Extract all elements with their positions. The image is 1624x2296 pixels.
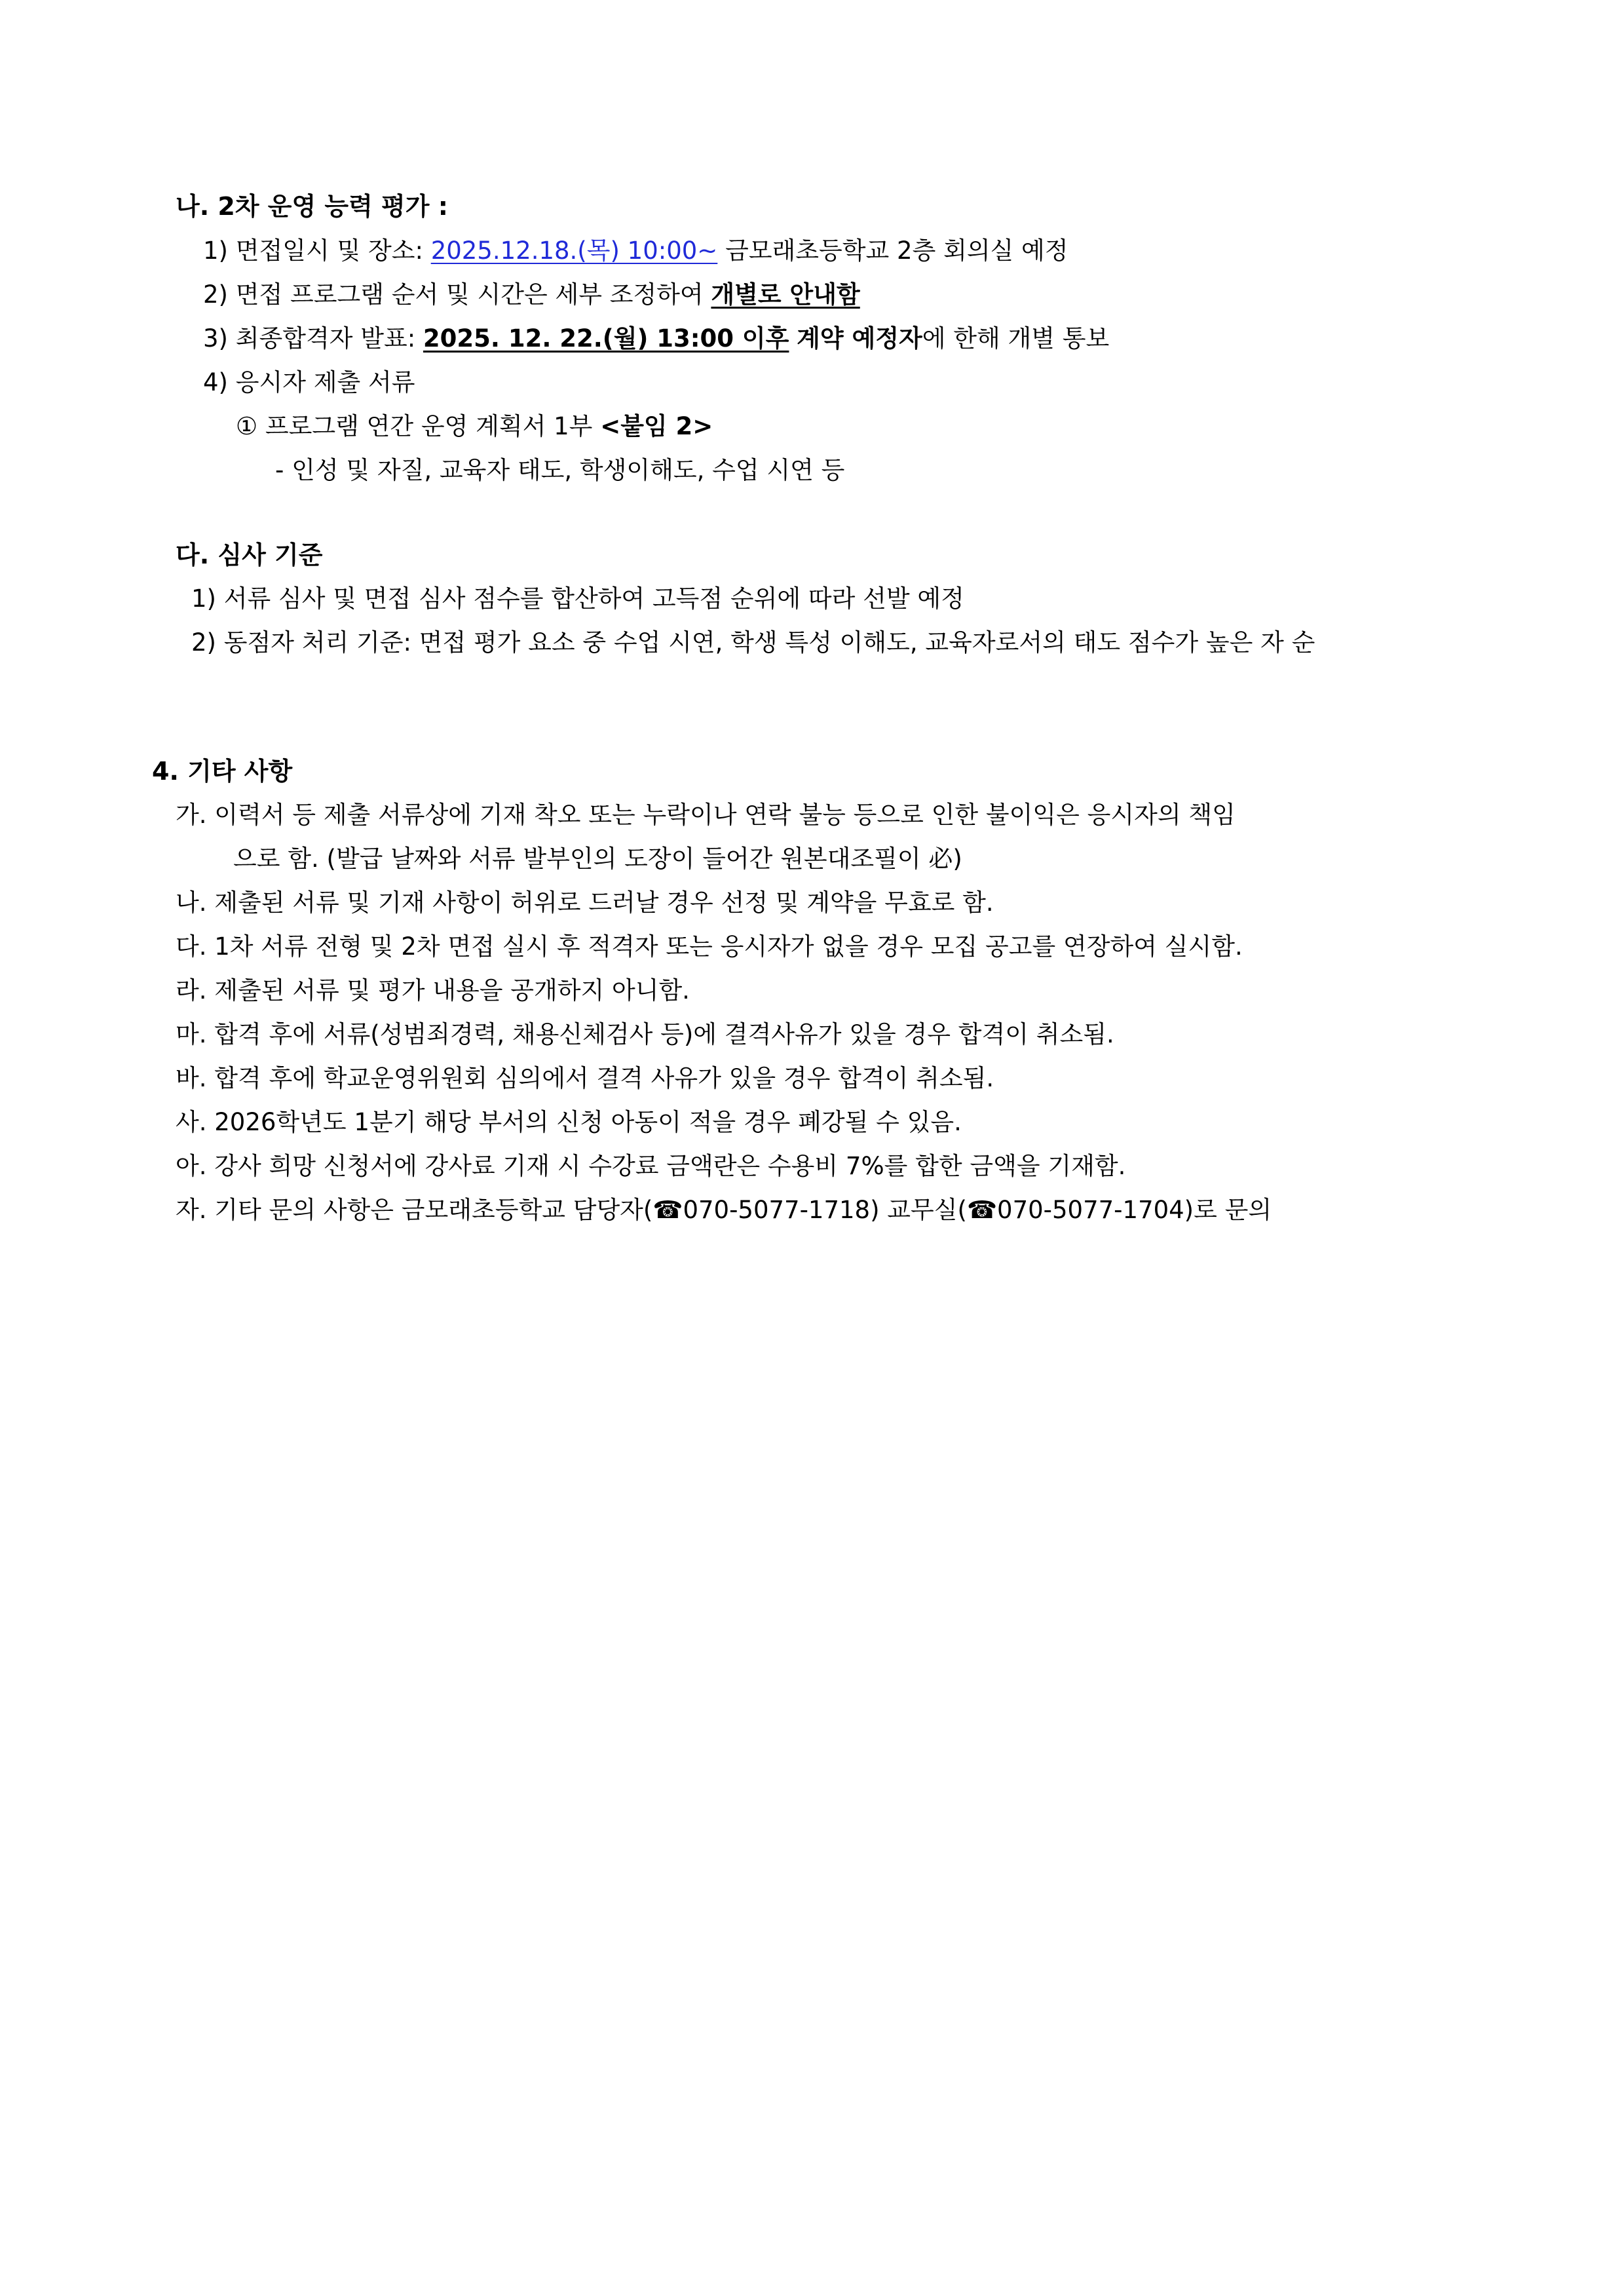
final-announcement-label: 3) 최종합격자 발표: bbox=[203, 324, 423, 353]
screening-criteria-line-1: 1) 서류 심사 및 면접 심사 점수를 합산하여 고득점 순위에 따라 선발 예정 bbox=[191, 584, 964, 613]
interview-location: 금모래초등학교 2층 회의실 예정 bbox=[717, 237, 1068, 265]
other-item-a: 아. 강사 희망 신청서에 강사료 기재 시 수강료 금액란은 수용비 7%를 합한 금액을 기재함. bbox=[176, 1152, 1126, 1180]
other-item-ga-continued: 으로 함. (발급 날짜와 서류 발부인의 도장이 들어간 원본대조필이 必) bbox=[233, 845, 962, 873]
final-announcement-tail: 에 한해 개별 통보 bbox=[922, 324, 1110, 353]
evaluation-detail-line: - 인성 및 자질, 교육자 태도, 학생이해도, 수업 시연 등 bbox=[275, 456, 845, 484]
section-da-heading: 다. 심사 기준 bbox=[176, 541, 323, 569]
interview-schedule-label: 1) 면접일시 및 장소: bbox=[203, 237, 431, 265]
other-item-ma: 마. 합격 후에 서류(성범죄경력, 채용신체검사 등)에 결격사유가 있을 경우 합격이 취소됨. bbox=[176, 1020, 1114, 1048]
other-item-sa: 사. 2026학년도 1분기 해당 부서의 신청 아동이 적을 경우 폐강될 수 있음. bbox=[176, 1108, 962, 1136]
attachment-2-label: <붙임 2> bbox=[600, 412, 713, 440]
section-4-heading: 4. 기타 사항 bbox=[152, 757, 293, 786]
interview-program-line bbox=[203, 278, 860, 311]
other-item-ga: 가. 이력서 등 제출 서류상에 기재 착오 또는 누락이나 연락 불능 등으로 인한 불이익은 응시자의 책임 bbox=[176, 801, 1236, 829]
individual-notice-emphasis: 개별로 안내함 bbox=[711, 280, 860, 309]
tie-breaker-criteria-line: 2) 동점자 처리 기준: 면접 평가 요소 중 수업 시연, 학생 특성 이해도, 교육자로서의 태도 점수가 높은 자 순 bbox=[191, 628, 1315, 657]
other-item-ra: 라. 제출된 서류 및 평가 내용을 공개하지 아니함. bbox=[176, 976, 690, 1004]
final-announcement-date: 2025. 12. 22.(월) 13:00 이후 bbox=[423, 324, 789, 353]
spacer-text bbox=[789, 324, 797, 353]
annual-plan-line bbox=[236, 410, 713, 443]
interview-schedule-line bbox=[203, 235, 1068, 267]
interview-date: 2025.12.18.(목) 10:00~ bbox=[430, 237, 718, 265]
section-na-heading: 나. 2차 운영 능력 평가 : bbox=[176, 192, 448, 221]
interview-program-text: 2) 면접 프로그램 순서 및 시간은 세부 조정하여 bbox=[203, 280, 711, 309]
other-item-da: 다. 1차 서류 전형 및 2차 면접 실시 후 적격자 또는 응시자가 없을 경우 모집 공고를 연장하여 실시함. bbox=[176, 932, 1243, 961]
other-item-ba: 바. 합격 후에 학교운영위원회 심의에서 결격 사유가 있을 경우 합격이 취소됨. bbox=[176, 1064, 994, 1092]
other-item-ja: 자. 기타 문의 사항은 금모래초등학교 담당자(☎070-5077-1718) 교무실(☎070-5077-1704)로 문의 bbox=[176, 1196, 1272, 1224]
final-announcement-line bbox=[203, 322, 1109, 355]
submission-documents-line: 4) 응시자 제출 서류 bbox=[203, 368, 415, 396]
contract-candidate-emphasis: 계약 예정자 bbox=[797, 324, 922, 353]
annual-plan-text: ① 프로그램 연간 운영 계획서 1부 bbox=[236, 412, 601, 440]
other-item-na: 나. 제출된 서류 및 기재 사항이 허위로 드러날 경우 선정 및 계약을 무효로 함. bbox=[176, 889, 994, 917]
